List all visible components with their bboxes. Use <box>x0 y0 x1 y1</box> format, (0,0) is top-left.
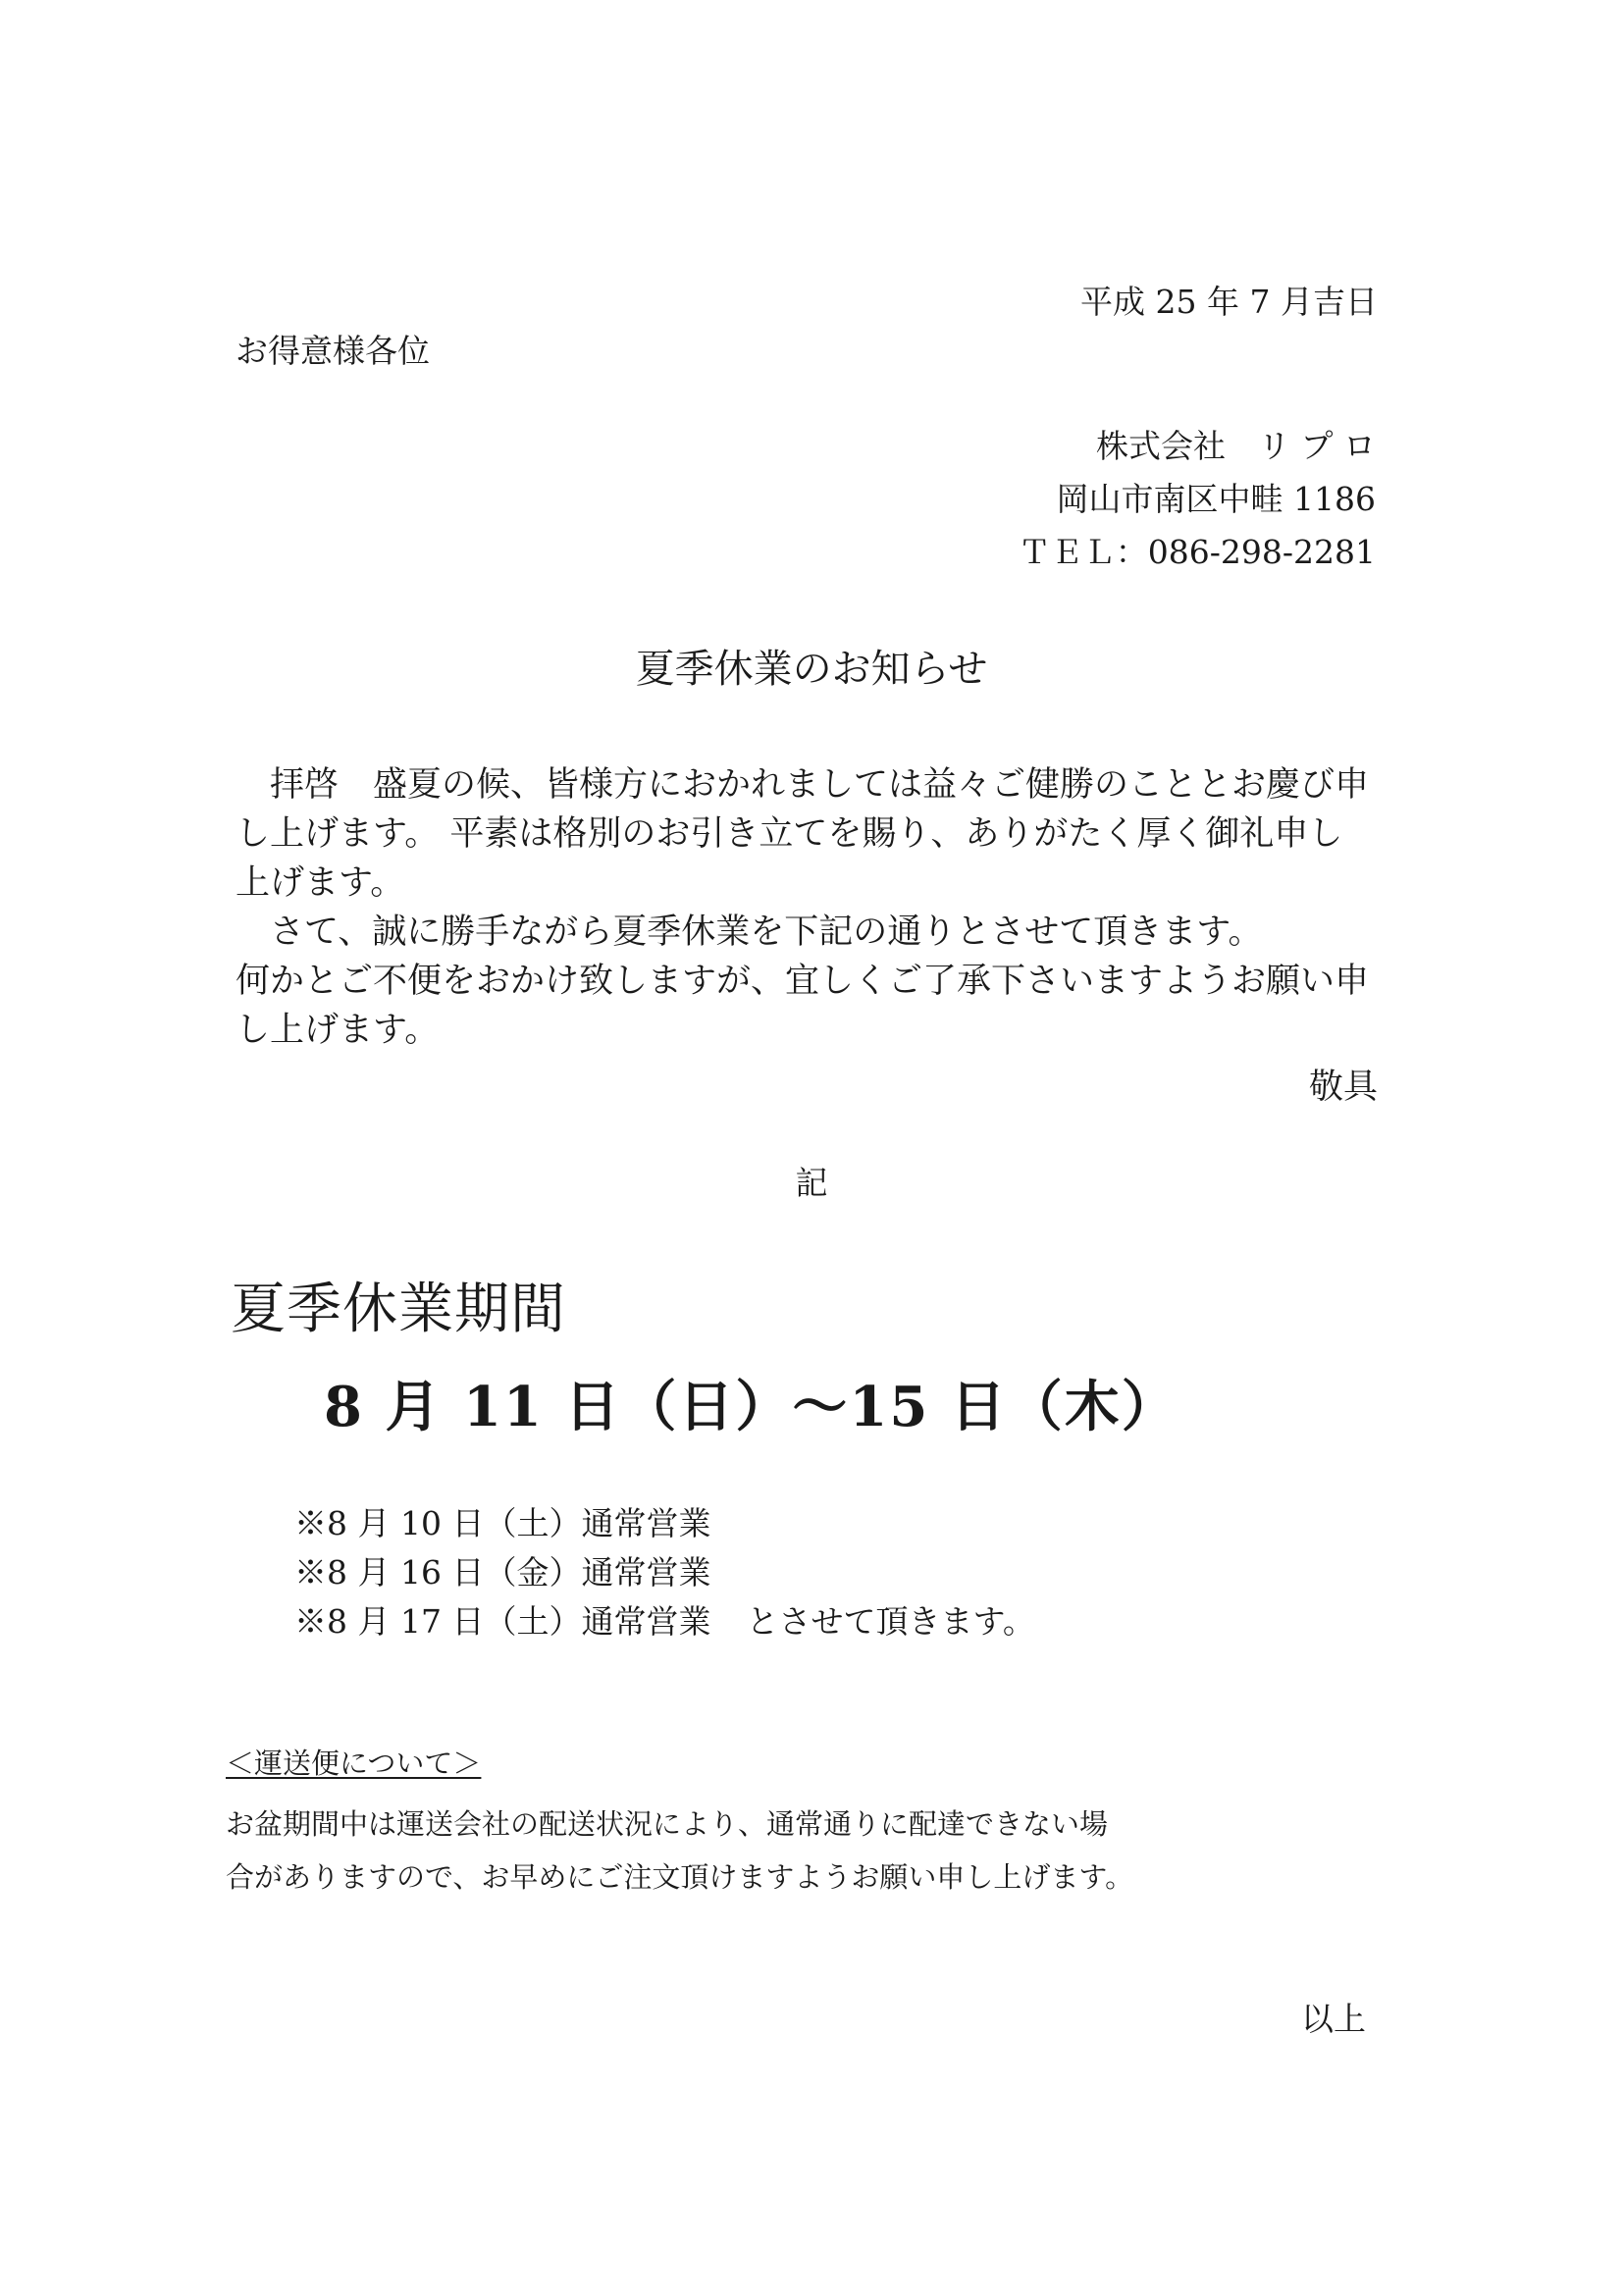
shipping-body <box>226 1798 1133 1904</box>
document-title: 夏季休業のお知らせ <box>635 647 988 692</box>
note-text: ※8 月 16 日（金）通常営業 <box>294 1553 711 1592</box>
body-line: し上げます。 <box>236 1011 440 1050</box>
issue-date: 平成 25 年 7 月吉日 <box>1080 283 1378 321</box>
note-text: ※8 月 10 日（土）通常営業 <box>294 1504 711 1542</box>
note-item <box>294 1548 1035 1597</box>
body-line: 拝啓 盛夏の候、皆様方におかれましては益々ご健勝のこととお慶び申 <box>236 765 1370 805</box>
body-line: 上げます。 <box>236 863 405 903</box>
shipping-line: お盆期間中は運送会社の配送状況により、通常通りに配達できない場 <box>226 1807 1109 1841</box>
body-line: 何かとご不便をおかけ致しますが、宜しくご了承下さいますようお願い申 <box>236 962 1370 1001</box>
body-text <box>236 760 1384 1055</box>
sender-company: 株式会社 リ プ ロ <box>1096 427 1376 465</box>
period-heading: 夏季休業期間 <box>231 1278 566 1341</box>
ki-mark: 記 <box>795 1164 828 1202</box>
sender-block <box>1019 420 1376 579</box>
addressee: お得意様各位 <box>236 332 430 370</box>
note-text: ※8 月 17 日（土）通常営業 <box>294 1602 711 1641</box>
sender-address: 岡山市南区中畦 1186 <box>1056 480 1376 518</box>
body-line: し上げます。 平素は格別のお引き立てを賜り、ありがたく厚く御礼申し <box>236 814 1343 854</box>
business-notes <box>294 1499 1035 1646</box>
shipping-heading: ＜運送便について＞ <box>226 1747 482 1780</box>
note-item <box>294 1499 1035 1548</box>
sender-tel: ＴＥＬ：086-298-2281 <box>1018 533 1376 571</box>
shipping-line: 合がありますので、お早めにご注文頂けますようお願い申し上げます。 <box>226 1860 1134 1894</box>
end-mark: 以上 <box>1301 2000 1366 2038</box>
closing-keigu: 敬具 <box>1308 1068 1378 1107</box>
body-line: さて、誠に勝手ながら夏季休業を下記の通りとさせて頂きます。 <box>236 913 1263 952</box>
note-item <box>294 1597 1035 1646</box>
period-range: 8 月 11 日（日）～15 日（木） <box>324 1375 1178 1439</box>
note-suffix: とさせて頂きます。 <box>746 1602 1035 1641</box>
